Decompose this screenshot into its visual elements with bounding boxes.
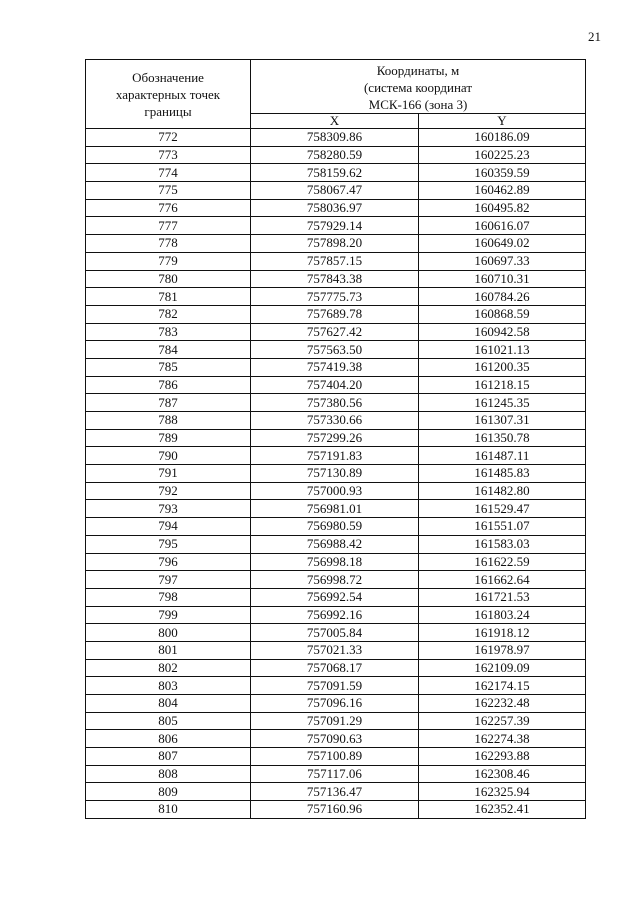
x-coordinate-cell: 757563.50 bbox=[251, 341, 419, 359]
point-id-cell: 778 bbox=[86, 235, 251, 253]
table-row bbox=[86, 394, 586, 412]
table-row bbox=[86, 323, 586, 341]
table-row bbox=[86, 641, 586, 659]
table-row bbox=[86, 535, 586, 553]
point-id-cell: 780 bbox=[86, 270, 251, 288]
table-row bbox=[86, 199, 586, 217]
coordinates-header-line2: (система координат bbox=[363, 80, 473, 95]
x-coordinate-cell: 757380.56 bbox=[251, 394, 419, 412]
point-id-cell: 810 bbox=[86, 801, 251, 819]
y-coordinate-cell: 161583.03 bbox=[419, 535, 586, 553]
x-coordinate-cell: 757096.16 bbox=[251, 695, 419, 713]
x-coordinate-cell: 757091.59 bbox=[251, 677, 419, 695]
point-id-cell: 787 bbox=[86, 394, 251, 412]
y-coordinate-cell: 161551.07 bbox=[419, 518, 586, 536]
y-column-header: Y bbox=[419, 114, 586, 129]
point-id-cell: 790 bbox=[86, 447, 251, 465]
table-row bbox=[86, 412, 586, 430]
point-id-cell: 799 bbox=[86, 606, 251, 624]
table-row bbox=[86, 677, 586, 695]
table-row bbox=[86, 712, 586, 730]
table-row bbox=[86, 659, 586, 677]
point-id-cell: 782 bbox=[86, 305, 251, 323]
y-coordinate-cell: 161622.59 bbox=[419, 553, 586, 571]
x-coordinate-cell: 757419.38 bbox=[251, 358, 419, 376]
y-coordinate-cell: 160462.89 bbox=[419, 182, 586, 200]
point-id-cell: 798 bbox=[86, 588, 251, 606]
x-coordinate-cell: 757404.20 bbox=[251, 376, 419, 394]
y-coordinate-cell: 162274.38 bbox=[419, 730, 586, 748]
x-coordinate-cell: 758280.59 bbox=[251, 146, 419, 164]
x-coordinate-cell: 757330.66 bbox=[251, 412, 419, 430]
y-coordinate-cell: 161721.53 bbox=[419, 588, 586, 606]
y-coordinate-cell: 162325.94 bbox=[419, 783, 586, 801]
table-row bbox=[86, 305, 586, 323]
table-row bbox=[86, 730, 586, 748]
y-coordinate-cell: 161218.15 bbox=[419, 376, 586, 394]
coordinates-table bbox=[85, 59, 586, 819]
table-row bbox=[86, 341, 586, 359]
table-header bbox=[86, 60, 586, 129]
table-body bbox=[86, 129, 586, 819]
y-coordinate-cell: 162293.88 bbox=[419, 748, 586, 766]
x-coordinate-cell: 757100.89 bbox=[251, 748, 419, 766]
y-coordinate-cell: 161245.35 bbox=[419, 394, 586, 412]
point-id-cell: 773 bbox=[86, 146, 251, 164]
y-coordinate-cell: 161200.35 bbox=[419, 358, 586, 376]
table-row bbox=[86, 624, 586, 642]
coordinates-header bbox=[251, 60, 586, 114]
coordinates-header-line3: МСК-166 (зона 3) bbox=[368, 97, 468, 112]
table-row bbox=[86, 465, 586, 483]
x-column-header: X bbox=[251, 114, 419, 129]
y-coordinate-cell: 162308.46 bbox=[419, 765, 586, 783]
point-id-cell: 807 bbox=[86, 748, 251, 766]
y-coordinate-cell: 161021.13 bbox=[419, 341, 586, 359]
y-coordinate-cell: 160710.31 bbox=[419, 270, 586, 288]
table-row bbox=[86, 164, 586, 182]
y-coordinate-cell: 161978.97 bbox=[419, 641, 586, 659]
table-row bbox=[86, 182, 586, 200]
table-row bbox=[86, 288, 586, 306]
table-row bbox=[86, 500, 586, 518]
point-id-cell: 802 bbox=[86, 659, 251, 677]
point-id-cell: 774 bbox=[86, 164, 251, 182]
y-coordinate-cell: 160868.59 bbox=[419, 305, 586, 323]
x-coordinate-cell: 756998.18 bbox=[251, 553, 419, 571]
x-coordinate-cell: 757775.73 bbox=[251, 288, 419, 306]
x-coordinate-cell: 756992.54 bbox=[251, 588, 419, 606]
point-label-header: Обозначение характерных точек границы bbox=[86, 60, 251, 129]
table-row bbox=[86, 376, 586, 394]
coordinates-header-line1: Координаты, м bbox=[376, 63, 460, 78]
table-row bbox=[86, 270, 586, 288]
point-id-cell: 791 bbox=[86, 465, 251, 483]
y-coordinate-cell: 161485.83 bbox=[419, 465, 586, 483]
table-row bbox=[86, 482, 586, 500]
table-row bbox=[86, 588, 586, 606]
x-coordinate-cell: 757191.83 bbox=[251, 447, 419, 465]
y-coordinate-cell: 162257.39 bbox=[419, 712, 586, 730]
y-coordinate-cell: 160784.26 bbox=[419, 288, 586, 306]
y-coordinate-cell: 160697.33 bbox=[419, 252, 586, 270]
x-coordinate-cell: 757929.14 bbox=[251, 217, 419, 235]
x-coordinate-cell: 757843.38 bbox=[251, 270, 419, 288]
point-id-cell: 781 bbox=[86, 288, 251, 306]
x-coordinate-cell: 757000.93 bbox=[251, 482, 419, 500]
y-coordinate-cell: 162352.41 bbox=[419, 801, 586, 819]
point-id-cell: 779 bbox=[86, 252, 251, 270]
y-coordinate-cell: 160359.59 bbox=[419, 164, 586, 182]
point-id-cell: 776 bbox=[86, 199, 251, 217]
y-coordinate-cell: 161529.47 bbox=[419, 500, 586, 518]
x-coordinate-cell: 758067.47 bbox=[251, 182, 419, 200]
x-coordinate-cell: 757160.96 bbox=[251, 801, 419, 819]
table-row bbox=[86, 358, 586, 376]
point-id-cell: 794 bbox=[86, 518, 251, 536]
point-id-cell: 803 bbox=[86, 677, 251, 695]
point-id-cell: 801 bbox=[86, 641, 251, 659]
point-id-cell: 786 bbox=[86, 376, 251, 394]
x-coordinate-cell: 756992.16 bbox=[251, 606, 419, 624]
x-coordinate-cell: 757091.29 bbox=[251, 712, 419, 730]
y-coordinate-cell: 161803.24 bbox=[419, 606, 586, 624]
y-coordinate-cell: 161487.11 bbox=[419, 447, 586, 465]
y-coordinate-cell: 160616.07 bbox=[419, 217, 586, 235]
y-coordinate-cell: 162232.48 bbox=[419, 695, 586, 713]
point-id-cell: 775 bbox=[86, 182, 251, 200]
y-coordinate-cell: 160186.09 bbox=[419, 129, 586, 147]
table-row bbox=[86, 235, 586, 253]
x-coordinate-cell: 757090.63 bbox=[251, 730, 419, 748]
table-row bbox=[86, 429, 586, 447]
y-coordinate-cell: 160942.58 bbox=[419, 323, 586, 341]
point-id-cell: 796 bbox=[86, 553, 251, 571]
table-row bbox=[86, 765, 586, 783]
x-coordinate-cell: 756988.42 bbox=[251, 535, 419, 553]
x-coordinate-cell: 757021.33 bbox=[251, 641, 419, 659]
y-coordinate-cell: 160225.23 bbox=[419, 146, 586, 164]
point-id-cell: 793 bbox=[86, 500, 251, 518]
x-coordinate-cell: 757005.84 bbox=[251, 624, 419, 642]
table-row bbox=[86, 447, 586, 465]
point-id-cell: 797 bbox=[86, 571, 251, 589]
point-id-cell: 805 bbox=[86, 712, 251, 730]
x-coordinate-cell: 758036.97 bbox=[251, 199, 419, 217]
point-id-cell: 785 bbox=[86, 358, 251, 376]
y-coordinate-cell: 162174.15 bbox=[419, 677, 586, 695]
table-row bbox=[86, 217, 586, 235]
table-row bbox=[86, 129, 586, 147]
point-id-cell: 783 bbox=[86, 323, 251, 341]
table-row bbox=[86, 801, 586, 819]
x-coordinate-cell: 757898.20 bbox=[251, 235, 419, 253]
page-number: 21 bbox=[588, 29, 601, 44]
point-id-cell: 789 bbox=[86, 429, 251, 447]
x-coordinate-cell: 757627.42 bbox=[251, 323, 419, 341]
x-coordinate-cell: 757299.26 bbox=[251, 429, 419, 447]
point-id-cell: 809 bbox=[86, 783, 251, 801]
y-coordinate-cell: 161918.12 bbox=[419, 624, 586, 642]
y-coordinate-cell: 161662.64 bbox=[419, 571, 586, 589]
y-coordinate-cell: 162109.09 bbox=[419, 659, 586, 677]
point-id-cell: 788 bbox=[86, 412, 251, 430]
table-row bbox=[86, 606, 586, 624]
table-row bbox=[86, 695, 586, 713]
x-coordinate-cell: 757117.06 bbox=[251, 765, 419, 783]
table-row bbox=[86, 146, 586, 164]
point-id-cell: 795 bbox=[86, 535, 251, 553]
x-coordinate-cell: 756980.59 bbox=[251, 518, 419, 536]
table-row bbox=[86, 783, 586, 801]
x-coordinate-cell: 756998.72 bbox=[251, 571, 419, 589]
point-id-cell: 784 bbox=[86, 341, 251, 359]
point-id-cell: 808 bbox=[86, 765, 251, 783]
table-row bbox=[86, 748, 586, 766]
x-coordinate-cell: 758159.62 bbox=[251, 164, 419, 182]
y-coordinate-cell: 160495.82 bbox=[419, 199, 586, 217]
y-coordinate-cell: 161307.31 bbox=[419, 412, 586, 430]
table-row bbox=[86, 252, 586, 270]
point-id-cell: 800 bbox=[86, 624, 251, 642]
point-id-cell: 777 bbox=[86, 217, 251, 235]
x-coordinate-cell: 757689.78 bbox=[251, 305, 419, 323]
y-coordinate-cell: 161482.80 bbox=[419, 482, 586, 500]
x-coordinate-cell: 757130.89 bbox=[251, 465, 419, 483]
table-row bbox=[86, 553, 586, 571]
x-coordinate-cell: 757136.47 bbox=[251, 783, 419, 801]
x-coordinate-cell: 758309.86 bbox=[251, 129, 419, 147]
x-coordinate-cell: 757068.17 bbox=[251, 659, 419, 677]
point-id-cell: 792 bbox=[86, 482, 251, 500]
y-coordinate-cell: 161350.78 bbox=[419, 429, 586, 447]
x-coordinate-cell: 756981.01 bbox=[251, 500, 419, 518]
table-row bbox=[86, 571, 586, 589]
point-id-cell: 804 bbox=[86, 695, 251, 713]
point-id-cell: 772 bbox=[86, 129, 251, 147]
table-row bbox=[86, 518, 586, 536]
x-coordinate-cell: 757857.15 bbox=[251, 252, 419, 270]
point-id-cell: 806 bbox=[86, 730, 251, 748]
y-coordinate-cell: 160649.02 bbox=[419, 235, 586, 253]
